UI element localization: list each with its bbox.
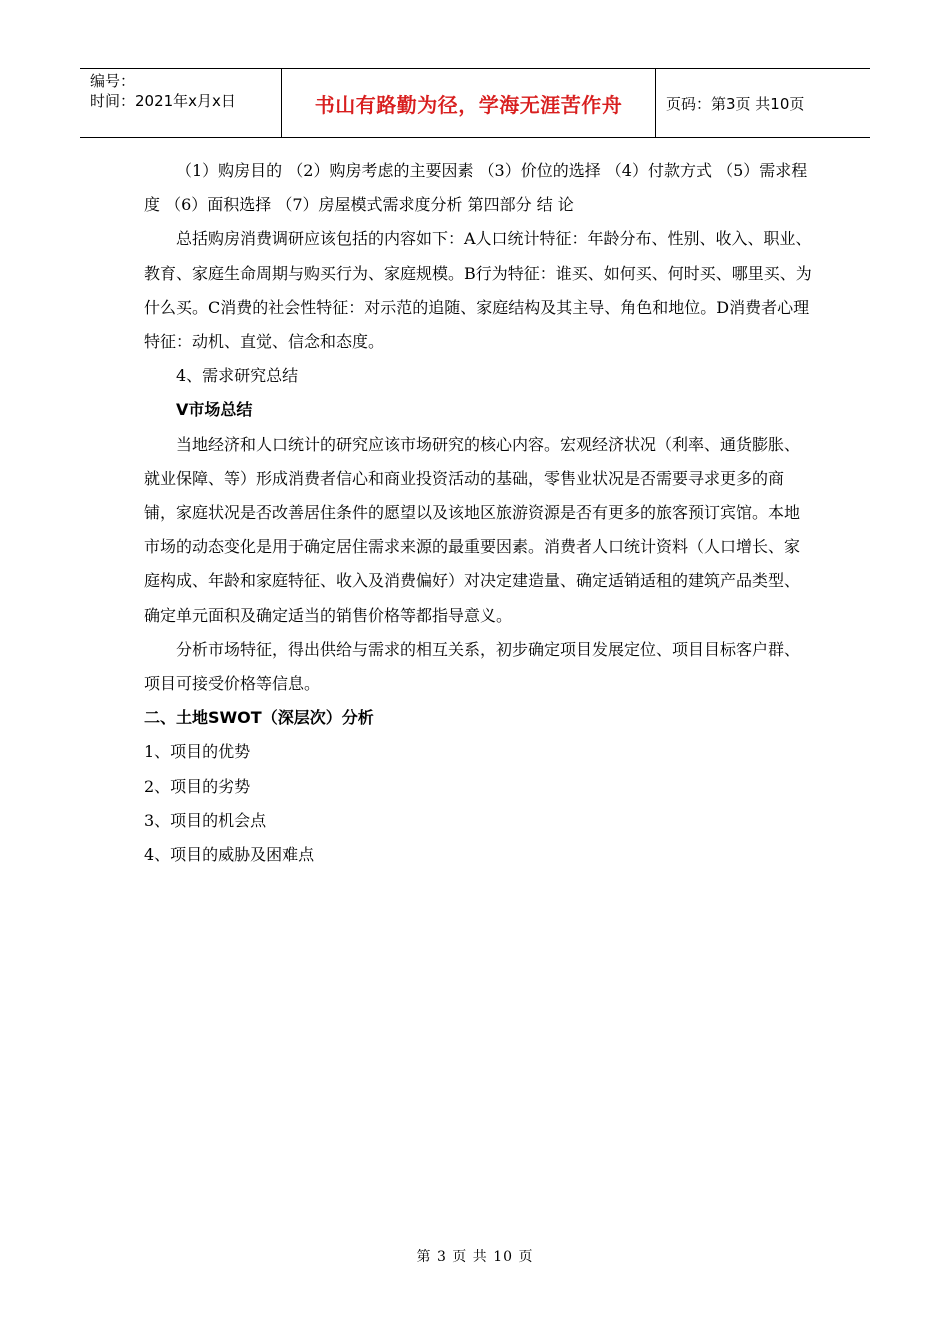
list-item-opportunities: 3、项目的机会点 [144,810,267,830]
heading-swot: 二、土地SWOT（深层次）分析 [144,708,374,728]
heading-demand-summary: 4、需求研究总结 [176,366,299,386]
page-footer: 第 3 页 共 10 页 [416,1249,534,1265]
header-page-code: 页码：第3页 共10页 [666,94,805,113]
paragraph-market-features: 分析市场特征，得出供给与需求的相互关系，初步确定项目发展定位、项目目标客户群、项目可接受价格等信息。 [144,639,801,694]
heading-market-summary: V市场总结 [176,400,253,420]
document-body [144,154,812,872]
list-item-strengths: 1、项目的优势 [144,742,251,762]
header-motto-cell [282,69,656,137]
header-time-label: 时间：2021年x月x日 [90,92,236,110]
header-number-label: 编号： [90,72,136,90]
document-header [80,68,870,138]
header-meta [80,69,282,137]
paragraph-survey-summary: 总括购房消费调研应该包括的内容如下：A人口统计特征：年龄分布、性别、收入、职业、教育、家庭生命周期与购买行为、家庭规模。B行为特征：谁买、如何买、何时买、哪里买、为什么买。C消费的社会性特征：对示范的追随、家庭结构及其主导、角色和地位。D消费者心理特征：动机、直觉、信念和态度。 [144,229,812,352]
paragraph-market-analysis: 当地经济和人口统计的研究应该市场研究的核心内容。宏观经济状况（利率、通货膨胀、就业保障、等）形成消费者信心和商业投资活动的基础，零售业状况是否需要寻求更多的商铺，家庭状况是否改善居住条件的愿望以及该地区旅游资源是否有更多的旅客预订宾馆。本地市场的动态变化是用于确定居住需求来源的最重要因素。消费者人口统计资料（人口增长、家庭构成、年龄和家庭特征、收入及消费偏好）对决定建造量、确定适销适租的建筑产品类型、确定单元面积及确定适当的销售价格等都指导意义。 [144,434,801,625]
paragraph-survey-items: （1）购房目的 （2）购房考虑的主要因素 （3）价位的选择 （4）付款方式 （5）需求程度 （6）面积选择 （7）房屋模式需求度分析 第四部分 结 论 [144,161,808,215]
list-item-threats: 4、项目的威胁及困难点 [144,845,315,865]
header-motto: 书山有路勤为径，学海无涯苦作舟 [314,92,623,117]
list-item-weaknesses: 2、项目的劣势 [144,776,251,796]
